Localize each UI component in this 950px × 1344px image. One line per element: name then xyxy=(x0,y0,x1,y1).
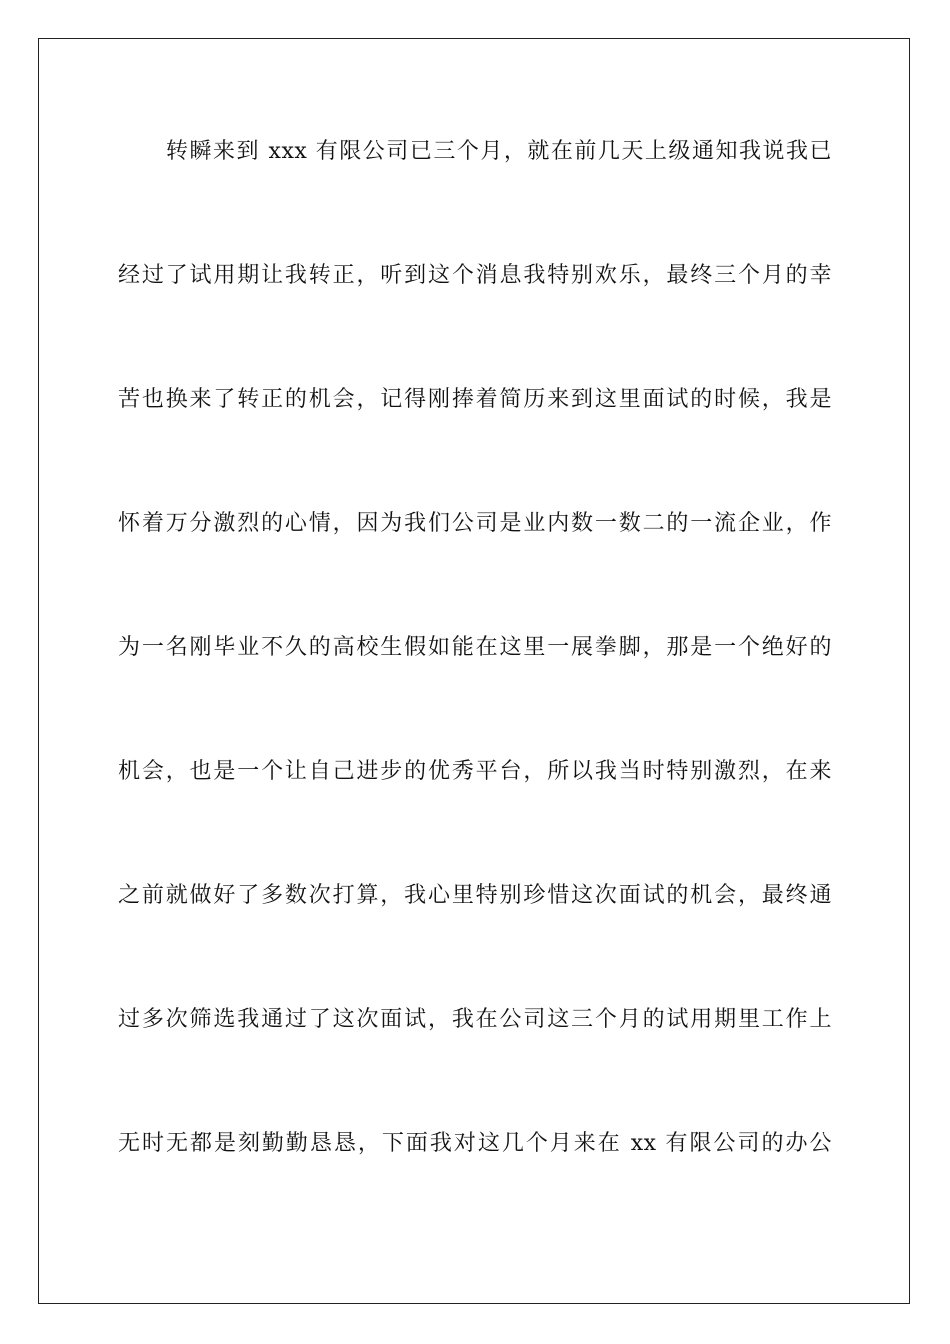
paragraph-line: 怀着万分激烈的心情，因为我们公司是业内数一数二的一流企业，作 xyxy=(118,511,832,536)
paragraph-line: 经过了试用期让我转正，听到这个消息我特别欢乐，最终三个月的幸 xyxy=(118,263,832,288)
document-body xyxy=(118,130,832,1246)
paragraph-line: 转瞬来到 xxx 有限公司已三个月，就在前几天上级通知我说我已 xyxy=(166,139,832,164)
paragraph-line: 机会，也是一个让自己进步的优秀平台，所以我当时特别激烈，在来 xyxy=(118,759,832,784)
paragraph-line: 之前就做好了多数次打算，我心里特别珍惜这次面试的机会，最终通 xyxy=(118,883,832,908)
paragraph-line: 为一名刚毕业不久的高校生假如能在这里一展拳脚，那是一个绝好的 xyxy=(118,635,832,660)
paragraph-line: 苦也换来了转正的机会，记得刚捧着简历来到这里面试的时候，我是 xyxy=(118,387,832,412)
paragraph-line: 无时无都是刻勤勤恳恳，下面我对这几个月来在 xx 有限公司的办公 xyxy=(118,1131,832,1156)
paragraph-line: 过多次筛选我通过了这次面试，我在公司这三个月的试用期里工作上 xyxy=(118,1007,832,1032)
